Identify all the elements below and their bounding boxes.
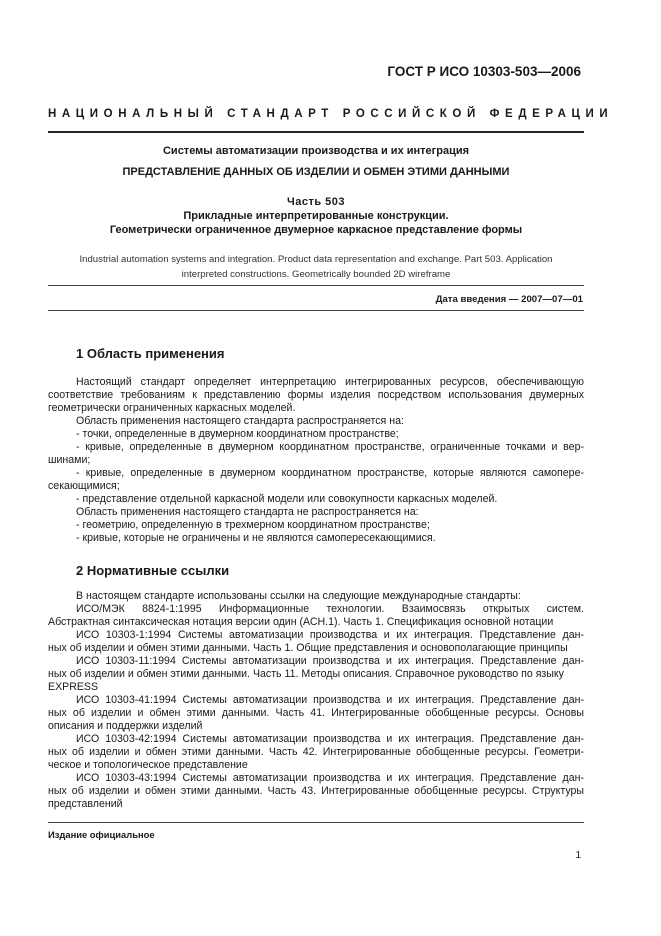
s2-line: ных об изделии и обмен этими данными. Часть 11. Методы описания. Справочное руководство по языку [48, 668, 564, 680]
section-1-heading: 1 Область применения [76, 346, 225, 361]
s1-line: секающимися; [48, 480, 120, 492]
divider-top [48, 285, 584, 286]
s2-line: ИСО 10303-42:1994 Системы автоматизации производства и их интеграция. Представление дан- [76, 733, 584, 745]
s1-line: - геометрию, определенную в трехмерном координатном пространстве; [76, 519, 430, 531]
subtitle-line-2: Геометрически ограниченное двумерное каркасное представление формы [109, 224, 523, 236]
s1-line: геометрически ограниченных каркасных моделей. [48, 402, 296, 414]
s1-line: Область применения настоящего стандарта не распространяется на: [76, 506, 419, 518]
s1-line: Настоящий стандарт определяет интерпретацию интегрированных ресурсов, обеспечивающую [76, 376, 584, 388]
page-number: 1 [575, 850, 581, 861]
part-title: Часть 503 [286, 196, 346, 208]
s1-line: - представление отдельной каркасной модели или совокупности каркасных моделей. [76, 493, 498, 505]
s2-line: EXPRESS [48, 681, 99, 693]
english-title-line-2: interpreted constructions. Geometrically bounded 2D wireframe [181, 269, 451, 280]
introduction-date: Дата введения — 2007—07—01 [435, 294, 583, 305]
s2-line: ных об изделии и обмен этими данными. Часть 1. Общие представления и основополагающие принципы [48, 642, 568, 654]
section-1-body [48, 376, 584, 545]
s2-line: ческое и топологическое представление [48, 759, 248, 771]
english-title [58, 252, 574, 282]
s1-line: - точки, определенные в двумерном координатном пространстве; [76, 428, 399, 440]
section-2-heading: 2 Нормативные ссылки [76, 563, 230, 578]
s1-line: - кривые, которые не ограничены и не являются самопересекающимися. [76, 532, 436, 544]
official-edition-label: Издание официальное [48, 829, 155, 840]
s2-line: представлений [48, 798, 123, 810]
subtitle-line-1: Прикладные интерпретированные конструкции. [183, 210, 449, 222]
footer-rule [48, 822, 584, 823]
s2-line: описания и поддержки изделий [48, 720, 203, 732]
section-2-body [48, 590, 584, 811]
s2-line: В настоящем стандарте использованы ссылки на следующие международные стандарты: [76, 590, 521, 602]
s1-line: Область применения настоящего стандарта распространяется на: [76, 415, 404, 427]
s2-line: ных об изделии и обмен этими данными. Часть 42. Интегрированные обобщенные ресурсы. Геометри- [48, 746, 584, 758]
series-title: Системы автоматизации производства и их интеграция [162, 145, 470, 157]
s2-line: ИСО 10303-41:1994 Системы автоматизации производства и их интеграция. Представление дан- [76, 694, 584, 706]
s2-line: ИСО 10303-11:1994 Системы автоматизации производства и их интеграция. Представление дан- [76, 655, 584, 667]
english-title-line-1: Industrial automation systems and integration. Product data representation and exchange. Part 503. Application [79, 254, 553, 265]
s2-line: ИСО 10303-1:1994 Системы автоматизации производства и их интеграция. Представление дан- [76, 629, 584, 641]
national-standard-line: НАЦИОНАЛЬНЫЙ СТАНДАРТ РОССИЙСКОЙ ФЕДЕРАЦИИ [48, 108, 614, 120]
divider-bottom [48, 310, 584, 311]
s1-line: шинами; [48, 454, 91, 466]
document-code: ГОСТ Р ИСО 10303-503—2006 [387, 64, 581, 79]
s2-line: Абстрактная синтаксическая нотация версии один (АСН.1). Часть 1. Спецификация основной нотации [48, 616, 554, 628]
s1-line: - кривые, определенные в двумерном координатном пространстве, ограниченные точками и вер- [76, 441, 584, 453]
s2-line: ИСО 10303-43:1994 Системы автоматизации производства и их интеграция. Представление дан- [76, 772, 584, 784]
s1-line: - кривые, определенные в двумерном координатном пространстве, которые являются самопере- [76, 467, 584, 479]
s2-line: ИСО/МЭК 8824-1:1995 Информационные технологии. Взаимосвязь открытых систем. [76, 603, 584, 615]
s1-line: соответствие требованиям к представлению формы изделия посредством использования двумерных [48, 389, 584, 401]
s2-line: ных об изделии и обмен этими данными. Часть 43. Интегрированные обобщенные ресурсы. Структуры [48, 785, 584, 797]
main-title: ПРЕДСТАВЛЕНИЕ ДАННЫХ ОБ ИЗДЕЛИИ И ОБМЕН ЭТИМИ ДАННЫМИ [122, 166, 510, 178]
header-rule [48, 131, 584, 133]
s2-line: ных об изделии и обмен этими данными. Часть 41. Интегрированные обобщенные ресурсы. Основы [48, 707, 584, 719]
